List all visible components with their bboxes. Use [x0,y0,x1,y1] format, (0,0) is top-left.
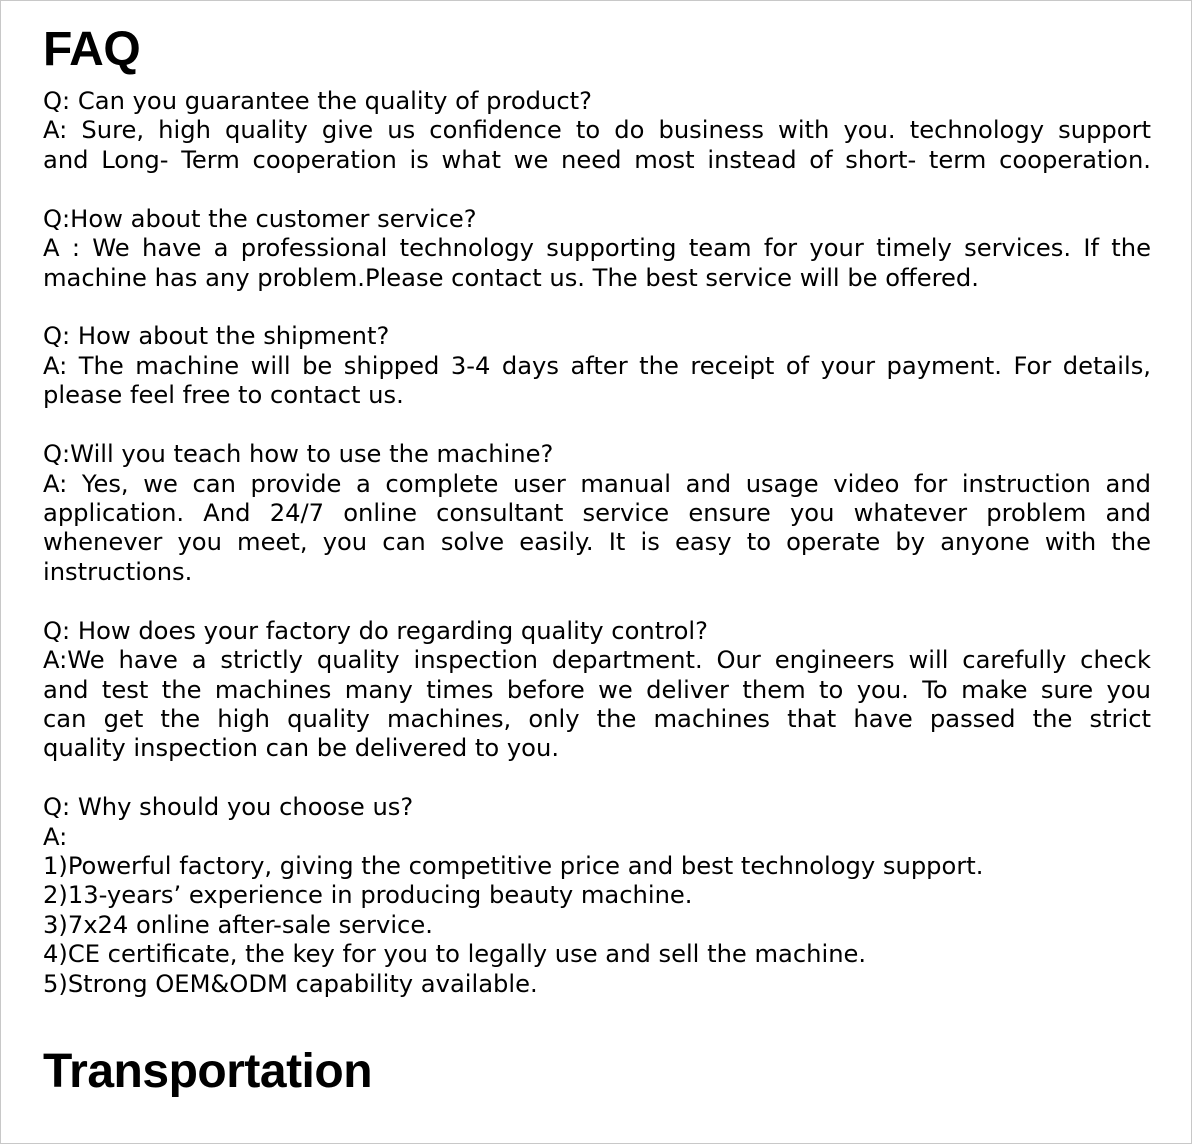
faq-answer-line: can get the high quality machines, only the machines that have passed the strict [43,704,1151,733]
faq-answer-line: machine has any problem.Please contact us. The best service will be offered. [43,263,979,292]
reason-item: 1)Powerful factory, giving the competitive price and best technology support. [43,852,984,881]
faq-question: Q:How about the customer service? [43,204,477,233]
faq-question: Q: Why should you choose us? [43,793,414,822]
faq-item [43,322,1151,410]
faq-item [43,87,1151,175]
faq-answer-line: quality inspection can be delivered to you. [43,734,560,763]
faq-answer-line: A : We have a professional technology supporting team for your timely services. If the [43,234,1151,263]
reason-item: 3)7x24 online after-sale service. [43,910,433,939]
faq-answer-prefix: A: [43,822,68,851]
faq-answer-line: A:We have a strictly quality inspection department. Our engineers will carefully check [43,646,1151,675]
faq-question: Q: Can you guarantee the quality of product? [43,87,592,115]
faq-answer-line: please feel free to contact us. [43,381,404,410]
faq-section [43,18,1151,1029]
transportation-heading: Transportation [43,1045,373,1098]
faq-answer-line: application. And 24/7 online consultant service ensure you whatever problem and [43,498,1151,527]
faq-answer-line: A: The machine will be shipped 3-4 days after the receipt of your payment. For details, [43,351,1151,380]
faq-answer-line: A: Yes, we can provide a complete user manual and usage video for instruction and [43,469,1151,498]
faq-heading: FAQ [43,23,141,76]
faq-answer-line: whenever you meet, you can solve easily. It is easy to operate by anyone with the [43,528,1151,557]
faq-answer-line: instructions. [43,557,193,586]
faq-answer-line: and test the machines many times before we deliver them to you. To make sure you [43,675,1151,704]
reasons-list [43,852,1151,999]
reason-item: 4)CE certificate, the key for you to legally use and sell the machine. [43,940,867,969]
faq-answer-line: and Long- Term cooperation is what we need most instead of short- term cooperation. [43,145,1151,174]
faq-item-why-choose-us [43,793,1151,999]
faq-question: Q: How about the shipment? [43,322,390,351]
faq-answer-line: A: Sure, high quality give us confidence to do business with you. technology support [43,116,1151,145]
faq-list [43,87,1151,999]
reason-item: 2)13-years’ experience in producing beauty machine. [43,881,693,910]
faq-item [43,617,1151,764]
faq-item [43,440,1151,587]
faq-item [43,205,1151,293]
reason-item: 5)Strong OEM&ODM capability available. [43,969,538,998]
faq-question: Q:Will you teach how to use the machine? [43,440,554,469]
faq-question: Q: How does your factory do regarding quality control? [43,616,708,645]
